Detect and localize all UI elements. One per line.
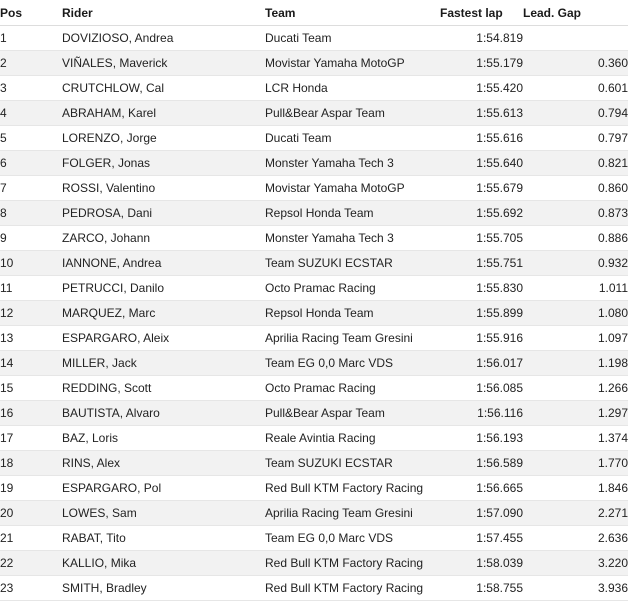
table-row — [0, 401, 628, 426]
lead-gap-cell: 0.821 — [523, 151, 628, 176]
table-row — [0, 176, 628, 201]
table-row — [0, 251, 628, 276]
team-cell: Red Bull KTM Factory Racing — [265, 476, 440, 501]
rider-cell: LORENZO, Jorge — [62, 126, 265, 151]
pos-cell: 2 — [0, 51, 62, 76]
lead-gap-cell — [523, 26, 628, 51]
fastest-lap-cell: 1:55.830 — [440, 276, 523, 301]
pos-cell: 12 — [0, 301, 62, 326]
table-row — [0, 351, 628, 376]
rider-cell: MARQUEZ, Marc — [62, 301, 265, 326]
pos-cell: 15 — [0, 376, 62, 401]
table-row — [0, 426, 628, 451]
table-row — [0, 376, 628, 401]
rider-cell: LOWES, Sam — [62, 501, 265, 526]
rider-cell: PETRUCCI, Danilo — [62, 276, 265, 301]
pos-cell: 8 — [0, 201, 62, 226]
fastest-lap-cell: 1:56.116 — [440, 401, 523, 426]
pos-cell: 21 — [0, 526, 62, 551]
team-cell: Reale Avintia Racing — [265, 426, 440, 451]
pos-cell: 10 — [0, 251, 62, 276]
rider-cell: MILLER, Jack — [62, 351, 265, 376]
pos-cell: 22 — [0, 551, 62, 576]
fastest-lap-cell: 1:55.899 — [440, 301, 523, 326]
rider-cell: CRUTCHLOW, Cal — [62, 76, 265, 101]
fastest-lap-cell: 1:54.819 — [440, 26, 523, 51]
team-cell: Ducati Team — [265, 126, 440, 151]
header-lead-gap: Lead. Gap — [523, 0, 628, 26]
team-cell: Team SUZUKI ECSTAR — [265, 251, 440, 276]
table-row — [0, 101, 628, 126]
rider-cell: FOLGER, Jonas — [62, 151, 265, 176]
rider-cell: IANNONE, Andrea — [62, 251, 265, 276]
team-cell: Team SUZUKI ECSTAR — [265, 451, 440, 476]
lead-gap-cell: 1.266 — [523, 376, 628, 401]
pos-cell: 3 — [0, 76, 62, 101]
rider-cell: BAUTISTA, Alvaro — [62, 401, 265, 426]
table-row — [0, 326, 628, 351]
fastest-lap-cell: 1:56.193 — [440, 426, 523, 451]
lead-gap-cell: 1.011 — [523, 276, 628, 301]
team-cell: Team EG 0,0 Marc VDS — [265, 351, 440, 376]
rider-cell: DOVIZIOSO, Andrea — [62, 26, 265, 51]
team-cell: Repsol Honda Team — [265, 301, 440, 326]
team-cell: Ducati Team — [265, 26, 440, 51]
header-pos: Pos — [0, 0, 62, 26]
pos-cell: 1 — [0, 26, 62, 51]
table-row — [0, 201, 628, 226]
pos-cell: 20 — [0, 501, 62, 526]
rider-cell: RINS, Alex — [62, 451, 265, 476]
table-row — [0, 51, 628, 76]
table-row — [0, 551, 628, 576]
rider-cell: KALLIO, Mika — [62, 551, 265, 576]
lead-gap-cell: 1.080 — [523, 301, 628, 326]
rider-cell: REDDING, Scott — [62, 376, 265, 401]
pos-cell: 23 — [0, 576, 62, 601]
rider-cell: ABRAHAM, Karel — [62, 101, 265, 126]
lead-gap-cell: 1.846 — [523, 476, 628, 501]
lead-gap-cell: 1.097 — [523, 326, 628, 351]
lead-gap-cell: 3.936 — [523, 576, 628, 601]
team-cell: Monster Yamaha Tech 3 — [265, 151, 440, 176]
table-row — [0, 26, 628, 51]
fastest-lap-cell: 1:55.616 — [440, 126, 523, 151]
lead-gap-cell: 0.932 — [523, 251, 628, 276]
header-team: Team — [265, 0, 440, 26]
table-row — [0, 301, 628, 326]
fastest-lap-cell: 1:58.755 — [440, 576, 523, 601]
fastest-lap-cell: 1:55.679 — [440, 176, 523, 201]
rider-cell: SMITH, Bradley — [62, 576, 265, 601]
lead-gap-cell: 0.797 — [523, 126, 628, 151]
team-cell: Pull&Bear Aspar Team — [265, 101, 440, 126]
pos-cell: 11 — [0, 276, 62, 301]
fastest-lap-cell: 1:55.705 — [440, 226, 523, 251]
fastest-lap-cell: 1:55.916 — [440, 326, 523, 351]
fastest-lap-cell: 1:55.751 — [440, 251, 523, 276]
fastest-lap-cell: 1:56.017 — [440, 351, 523, 376]
fastest-lap-cell: 1:55.692 — [440, 201, 523, 226]
lead-gap-cell: 0.873 — [523, 201, 628, 226]
pos-cell: 17 — [0, 426, 62, 451]
fastest-lap-cell: 1:57.455 — [440, 526, 523, 551]
fastest-lap-cell: 1:56.589 — [440, 451, 523, 476]
table-row — [0, 576, 628, 601]
team-cell: Team EG 0,0 Marc VDS — [265, 526, 440, 551]
header-fastest-lap: Fastest lap — [440, 0, 523, 26]
team-cell: Movistar Yamaha MotoGP — [265, 176, 440, 201]
table-row — [0, 276, 628, 301]
team-cell: Aprilia Racing Team Gresini — [265, 326, 440, 351]
pos-cell: 4 — [0, 101, 62, 126]
table-row — [0, 151, 628, 176]
team-cell: Aprilia Racing Team Gresini — [265, 501, 440, 526]
rider-cell: ZARCO, Johann — [62, 226, 265, 251]
lead-gap-cell: 3.220 — [523, 551, 628, 576]
rider-cell: PEDROSA, Dani — [62, 201, 265, 226]
table-row — [0, 76, 628, 101]
table-row — [0, 126, 628, 151]
lead-gap-cell: 1.297 — [523, 401, 628, 426]
lead-gap-cell: 0.794 — [523, 101, 628, 126]
fastest-lap-cell: 1:55.420 — [440, 76, 523, 101]
table-body — [0, 26, 628, 601]
pos-cell: 13 — [0, 326, 62, 351]
table-row — [0, 526, 628, 551]
lead-gap-cell: 1.770 — [523, 451, 628, 476]
pos-cell: 18 — [0, 451, 62, 476]
table-row — [0, 476, 628, 501]
header-row — [0, 0, 628, 26]
fastest-lap-cell: 1:56.085 — [440, 376, 523, 401]
team-cell: Red Bull KTM Factory Racing — [265, 551, 440, 576]
team-cell: Monster Yamaha Tech 3 — [265, 226, 440, 251]
fastest-lap-cell: 1:57.090 — [440, 501, 523, 526]
pos-cell: 14 — [0, 351, 62, 376]
team-cell: Repsol Honda Team — [265, 201, 440, 226]
rider-cell: RABAT, Tito — [62, 526, 265, 551]
lead-gap-cell: 1.198 — [523, 351, 628, 376]
table-row — [0, 226, 628, 251]
lead-gap-cell: 0.886 — [523, 226, 628, 251]
rider-cell: BAZ, Loris — [62, 426, 265, 451]
lead-gap-cell: 2.636 — [523, 526, 628, 551]
team-cell: Red Bull KTM Factory Racing — [265, 576, 440, 601]
lead-gap-cell: 1.374 — [523, 426, 628, 451]
rider-cell: ESPARGARO, Pol — [62, 476, 265, 501]
fastest-lap-cell: 1:55.179 — [440, 51, 523, 76]
lead-gap-cell: 0.601 — [523, 76, 628, 101]
rider-cell: ROSSI, Valentino — [62, 176, 265, 201]
pos-cell: 7 — [0, 176, 62, 201]
pos-cell: 6 — [0, 151, 62, 176]
table-header — [0, 0, 628, 26]
fastest-lap-cell: 1:56.665 — [440, 476, 523, 501]
table-row — [0, 451, 628, 476]
fastest-lap-cell: 1:55.613 — [440, 101, 523, 126]
pos-cell: 16 — [0, 401, 62, 426]
lead-gap-cell: 2.271 — [523, 501, 628, 526]
table-row — [0, 501, 628, 526]
team-cell: LCR Honda — [265, 76, 440, 101]
rider-cell: ESPARGARO, Aleix — [62, 326, 265, 351]
pos-cell: 5 — [0, 126, 62, 151]
team-cell: Octo Pramac Racing — [265, 276, 440, 301]
fastest-lap-cell: 1:58.039 — [440, 551, 523, 576]
team-cell: Pull&Bear Aspar Team — [265, 401, 440, 426]
pos-cell: 9 — [0, 226, 62, 251]
lead-gap-cell: 0.360 — [523, 51, 628, 76]
team-cell: Octo Pramac Racing — [265, 376, 440, 401]
fastest-lap-cell: 1:55.640 — [440, 151, 523, 176]
pos-cell: 19 — [0, 476, 62, 501]
rider-cell: VIÑALES, Maverick — [62, 51, 265, 76]
lead-gap-cell: 0.860 — [523, 176, 628, 201]
header-rider: Rider — [62, 0, 265, 26]
team-cell: Movistar Yamaha MotoGP — [265, 51, 440, 76]
